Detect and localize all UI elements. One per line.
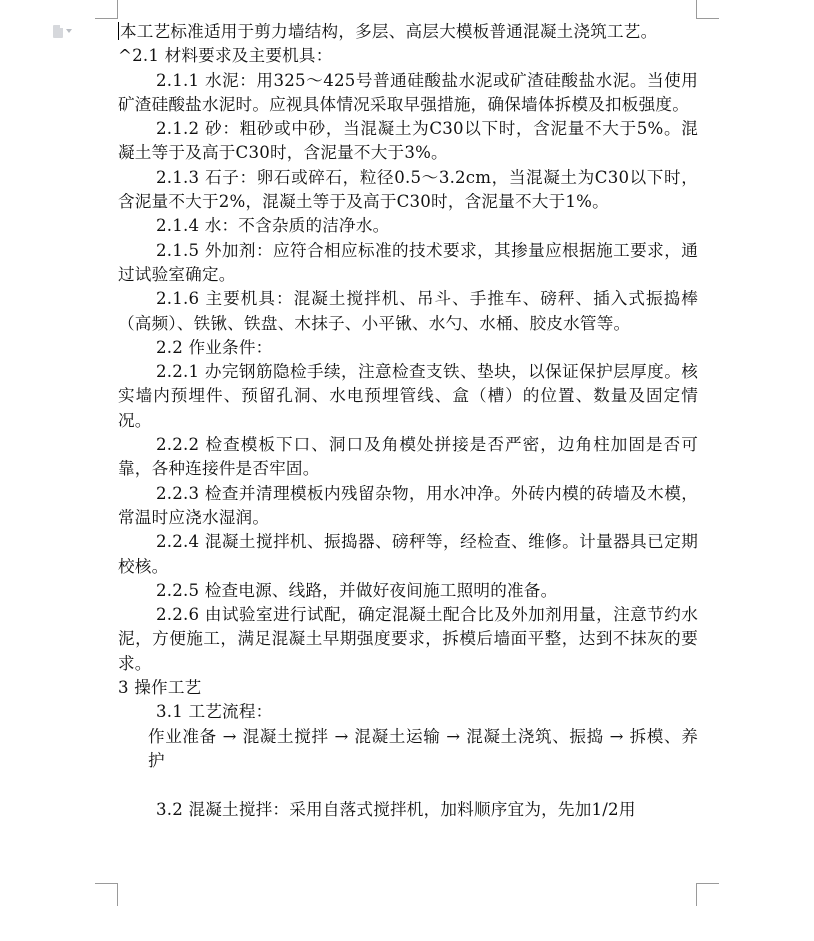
paragraph	[118, 773, 698, 797]
paragraph: 3 操作工艺	[118, 678, 202, 698]
paragraph-text: 本工艺标准适用于剪力墙结构，多层、高层大模板普通混凝土浇筑工艺。	[120, 22, 658, 41]
paragraph: 2.1.1 水泥：用325～425号普通硅酸盐水泥或矿渣硅酸盐水泥。当使用矿渣硅酸盐水泥时。应视具体情况采取早强措施，确保墙体拆模及扣板强度。	[118, 70, 698, 114]
paragraph: 2.1.5 外加剂：应符合相应标准的技术要求，其掺量应根据施工要求，通过试验室确定。	[118, 240, 698, 284]
paragraph: 2.2.2 检查模板下口、洞口及角模处拼接是否严密，边角柱加固是否可靠，各种连接件是否牢固。	[118, 435, 698, 479]
paragraph: 2.2.4 混凝土搅拌机、振捣器、磅秤等，经检查、维修。计量器具已定期校核。	[118, 532, 698, 576]
document-body[interactable]	[118, 20, 698, 822]
paragraph: 2.2.5 检查电源、线路，并做好夜间施工照明的准备。	[156, 580, 558, 600]
paragraph: 2.1.2 砂：粗砂或中砂，当混凝土为C30以下时，含泥量不大于5%。混凝土等于及高于C30时，含泥量不大于3%。	[118, 119, 698, 163]
paragraph: ^2.1 材料要求及主要机具：	[118, 46, 333, 66]
paragraph: 2.1.3 石子：卵石或碎石，粒径0.5～3.2cm，当混凝土为C30以下时，含泥量不大于2%，混凝土等于及高于C30时，含泥量不大于1%。	[118, 167, 698, 212]
margin-mark-top-right	[696, 0, 719, 19]
paragraph: 2.2.6 由试验室进行试配，确定混凝土配合比及外加剂用量，注意节约水泥，方便施工，满足混凝土早期强度要求，拆模后墙面平整，达到不抹灰的要求。	[118, 605, 698, 673]
chevron-down-icon	[66, 29, 72, 33]
document-menu-icon[interactable]	[53, 23, 79, 39]
paragraph: 2.2 作业条件：	[156, 337, 273, 357]
paragraph: 2.2.3 检查并清理模板内残留杂物，用水冲净。外砖内模的砖墙及木模，常温时应浇水湿润。	[118, 483, 698, 527]
text-cursor	[118, 22, 119, 40]
margin-mark-bottom-right	[696, 883, 719, 906]
margin-mark-top-left	[95, 0, 118, 19]
paragraph	[118, 20, 698, 44]
margin-mark-bottom-left	[95, 883, 118, 906]
paragraph: 2.2.1 办完钢筋隐检手续，注意检查支铁、垫块，以保证保护层厚度。核实墙内预埋件、预留孔洞、水电预埋管线、盒（槽）的位置、数量及固定情况。	[118, 362, 698, 430]
paragraph: 3.1 工艺流程：	[156, 702, 273, 722]
paragraph: 3.2 混凝土搅拌：采用自落式搅拌机，加料顺序宜为，先加1/2用	[156, 799, 636, 819]
paragraph: 作业准备 → 混凝土搅拌 → 混凝土运输 → 混凝土浇筑、振捣 → 拆模、养护	[148, 726, 698, 770]
document-page-icon	[53, 25, 63, 38]
paragraph: 2.1.6 主要机具：混凝土搅拌机、吊斗、手推车、磅秤、插入式振捣棒（高频）、铁锹、铁盘、木抹子、小平锹、水勺、水桶、胶皮水管等。	[118, 289, 698, 333]
paragraph: 2.1.4 水：不含杂质的洁净水。	[156, 216, 390, 236]
